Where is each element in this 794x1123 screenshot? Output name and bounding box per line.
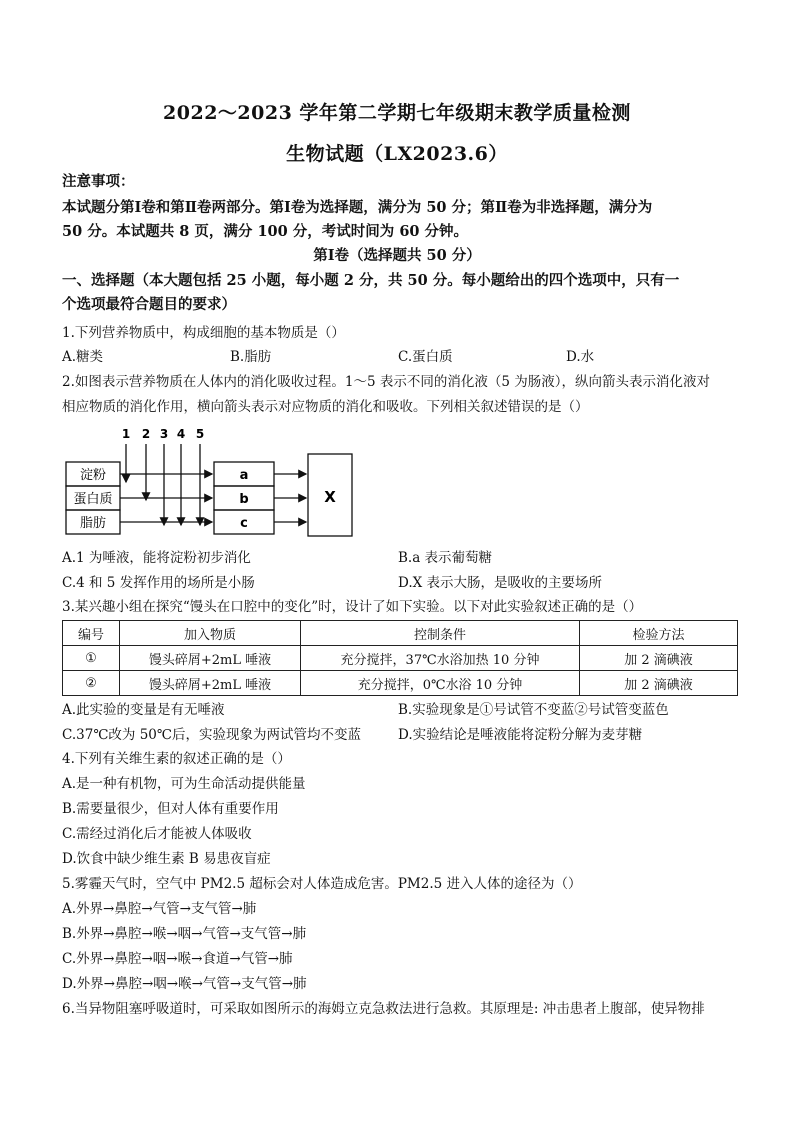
q3-stem: 3.某兴趣小组在探究“馒头在口腔中的变化”时，设计了如下实验。以下对此实验叙述正确的是（） [62, 599, 643, 615]
table-cell: ② [63, 671, 120, 696]
diagram-number-4: 4 [176, 427, 186, 441]
table-header-cell: 控制条件 [301, 621, 580, 646]
q2-stem-2: 相应物质的消化作用，横向箭头表示对应物质的消化和吸收。下列相关叙述错误的是（） [62, 399, 589, 415]
q4-option-d: D.饮食中缺少维生素 B 易患夜盲症 [62, 851, 271, 867]
table-header-cell: 检验方法 [580, 621, 738, 646]
notes-line-2: 50 分。本试题共 8 页，满分 100 分，考试时间为 60 分钟。 [62, 223, 469, 240]
table-cell: 加 2 滴碘液 [580, 671, 738, 696]
q5-option-a: A.外界→鼻腔→气管→支气管→肺 [62, 901, 257, 917]
table-header-row [63, 621, 738, 646]
q5-option-d: D.外界→鼻腔→咽→喉→气管→支气管→肺 [62, 976, 307, 992]
q3-option-a: A.此实验的变量是有无唾液 [62, 702, 225, 718]
diagram-product-c: c [240, 516, 248, 531]
q2-option-a: A.1 为唾液，能将淀粉初步消化 [62, 550, 251, 566]
table-cell: 加 2 滴碘液 [580, 646, 738, 671]
exam-subtitle: 生物试题（LX2023.6） [286, 143, 508, 165]
q1-option-a: A.糖类 [62, 349, 104, 365]
q4-option-a: A.是一种有机物，可为生命活动提供能量 [62, 776, 306, 792]
diagram-product-b: b [239, 492, 249, 507]
q3-option-c: C.37℃改为 50℃后，实验现象为两试管均不变蓝 [62, 727, 361, 743]
exam-title: 2022～2023 学年第二学期七年级期末教学质量检测 [163, 102, 631, 124]
table-row [63, 646, 738, 671]
diagram-nutrient-fat: 脂肪 [79, 516, 107, 531]
table-header-cell: 加入物质 [120, 621, 301, 646]
table-cell: 充分搅拌，0℃水浴 10 分钟 [301, 671, 580, 696]
diagram-product-a: a [239, 468, 249, 483]
q1-option-c: C.蛋白质 [398, 349, 453, 365]
notes-line-1: 本试题分第Ⅰ卷和第Ⅱ卷两部分。第Ⅰ卷为选择题，满分为 50 分；第Ⅱ卷为非选择题，满分为 [62, 199, 653, 216]
q1-option-d: D.水 [566, 349, 595, 365]
q2-option-d: D.X 表示大肠，是吸收的主要场所 [398, 575, 603, 591]
q5-option-c: C.外界→鼻腔→咽→喉→食道→气管→肺 [62, 951, 293, 967]
experiment-table [62, 620, 738, 696]
q4-option-b: B.需要量很少，但对人体有重要作用 [62, 801, 279, 817]
q1-option-b: B.脂肪 [230, 349, 272, 365]
table-row [63, 671, 738, 696]
q2-option-c: C.4 和 5 发挥作用的场所是小肠 [62, 575, 255, 591]
q3-option-d: D.实验结论是唾液能将淀粉分解为麦芽糖 [398, 727, 643, 743]
diagram-nutrient-protein: 蛋白质 [73, 492, 113, 507]
diagram-number-3: 3 [159, 427, 169, 441]
diagram-number-2: 2 [141, 427, 151, 441]
q2-stem-1: 2.如图表示营养物质在人体内的消化吸收过程。1～5 表示不同的消化液（5 为肠液），纵向箭头表示消化液对 [62, 374, 710, 390]
digestion-diagram [64, 424, 364, 546]
q5-option-b: B.外界→鼻腔→喉→咽→气管→支气管→肺 [62, 926, 307, 942]
diagram-number-5: 5 [195, 427, 205, 441]
diagram-organ-x: X [324, 488, 336, 506]
q1-stem: 1.下列营养物质中，构成细胞的基本物质是（） [62, 325, 345, 341]
volume-heading: 第Ⅰ卷（选择题共 50 分） [313, 247, 481, 264]
q5-stem: 5.雾霾天气时，空气中 PM2.5 超标会对人体造成危害。PM2.5 进入人体的途径为（） [62, 876, 582, 892]
table-cell: 充分搅拌，37℃水浴加热 10 分钟 [301, 646, 580, 671]
table-cell: 馒头碎屑+2mL 唾液 [120, 671, 301, 696]
table-cell: 馒头碎屑+2mL 唾液 [120, 646, 301, 671]
table-header-cell: 编号 [63, 621, 120, 646]
q6-stem: 6.当异物阻塞呼吸道时，可采取如图所示的海姆立克急救法进行急救。其原理是: 冲击患者上腹部，使异物排 [62, 1001, 705, 1017]
q2-option-b: B.a 表示葡萄糖 [398, 550, 493, 566]
diagram-number-1: 1 [121, 427, 131, 441]
q3-option-b: B.实验现象是①号试管不变蓝②号试管变蓝色 [398, 702, 669, 718]
q4-option-c: C.需经过消化后才能被人体吸收 [62, 826, 252, 842]
diagram-nutrient-starch: 淀粉 [79, 468, 107, 483]
table-cell: ① [63, 646, 120, 671]
section-line-1: 一、选择题（本大题包括 25 小题，每小题 2 分，共 50 分。每小题给出的四个选项中，只有一 [62, 272, 680, 289]
q4-stem: 4.下列有关维生素的叙述正确的是（） [62, 751, 291, 767]
section-line-2: 个选项最符合题目的要求） [62, 296, 236, 313]
notes-heading: 注意事项： [62, 173, 135, 190]
